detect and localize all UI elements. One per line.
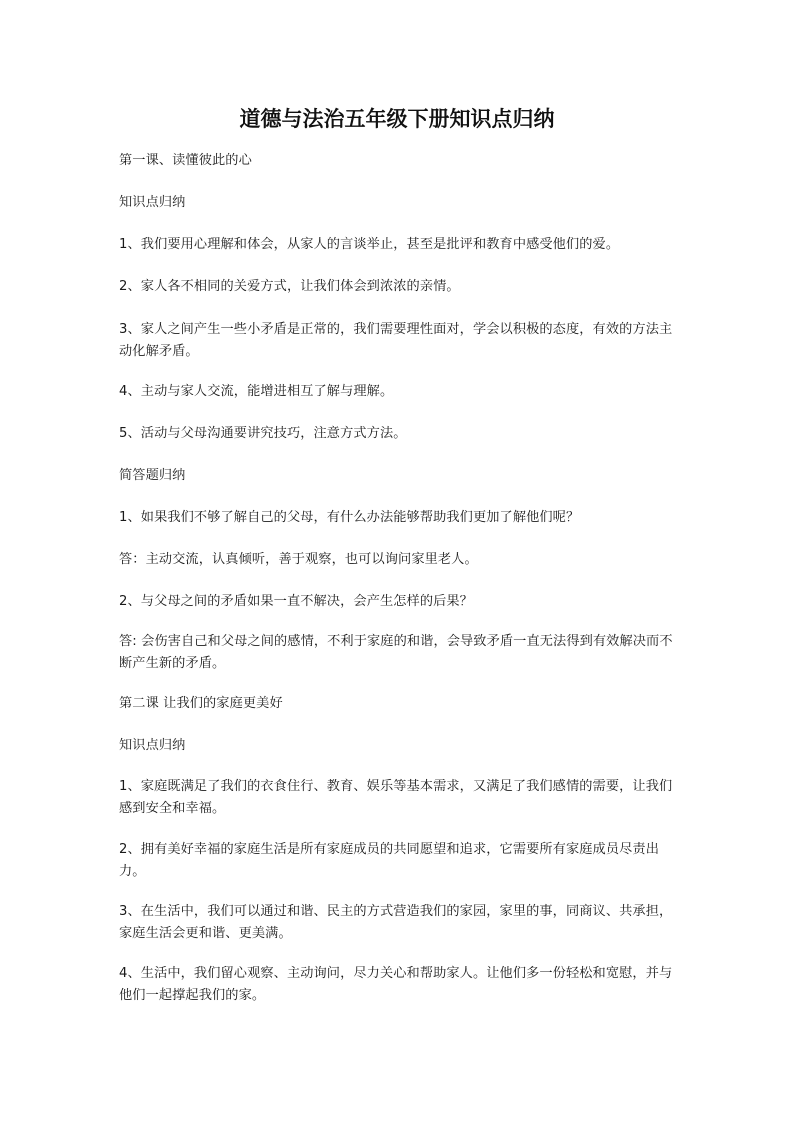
paragraph: 3、在生活中，我们可以通过和谐、民主的方式营造我们的家园，家里的事，同商议、共承担，家庭生活会更和谐、更美满。 [119,904,673,941]
document-title: 道德与法治五年级下册知识点归纳 [239,107,555,131]
paragraph: 3、家人之间产生一些小矛盾是正常的，我们需要理性面对，学会以积极的态度，有效的方法主动化解矛盾。 [119,322,673,359]
paragraph: 1、我们要用心理解和体会，从家人的言谈举止，甚至是批评和教育中感受他们的爱。 [119,237,620,252]
section-heading-lesson-1: 第一课、读懂彼此的心 [119,153,252,168]
subheading-short-answer: 简答题归纳 [119,468,186,483]
paragraph: 4、生活中，我们留心观察、主动询问，尽力关心和帮助家人。让他们多一份轻松和宽慰，并与他们一起撑起我们的家。 [119,966,673,1003]
paragraph: 2、家人各不相同的关爱方式，让我们体会到浓浓的亲情。 [119,279,460,294]
subheading-knowledge-points: 知识点归纳 [119,738,186,753]
paragraph: 1、家庭既满足了我们的衣食住行、教育、娱乐等基本需求，又满足了我们感情的需要，让我们感到安全和幸福。 [119,779,673,816]
question: 2、与父母之间的矛盾如果一直不解决，会产生怎样的后果？ [119,594,473,609]
answer: 答: 会伤害自己和父母之间的感情，不利于家庭的和谐，会导致矛盾一直无法得到有效解决而不断产生新的矛盾。 [119,634,673,671]
paragraph: 2、拥有美好幸福的家庭生活是所有家庭成员的共同愿望和追求，它需要所有家庭成员尽责出力。 [119,842,659,879]
subheading-knowledge-points: 知识点归纳 [119,195,186,210]
question: 1、如果我们不够了解自己的父母，有什么办法能够帮助我们更加了解他们呢？ [119,510,580,525]
paragraph: 4、主动与家人交流，能增进相互了解与理解。 [119,384,394,399]
paragraph: 5、活动与父母沟通要讲究技巧，注意方式方法。 [119,426,407,441]
answer: 答：主动交流，认真倾听，善于观察，也可以询问家里老人。 [119,552,478,567]
section-heading-lesson-2: 第二课 让我们的家庭更美好 [119,696,283,711]
